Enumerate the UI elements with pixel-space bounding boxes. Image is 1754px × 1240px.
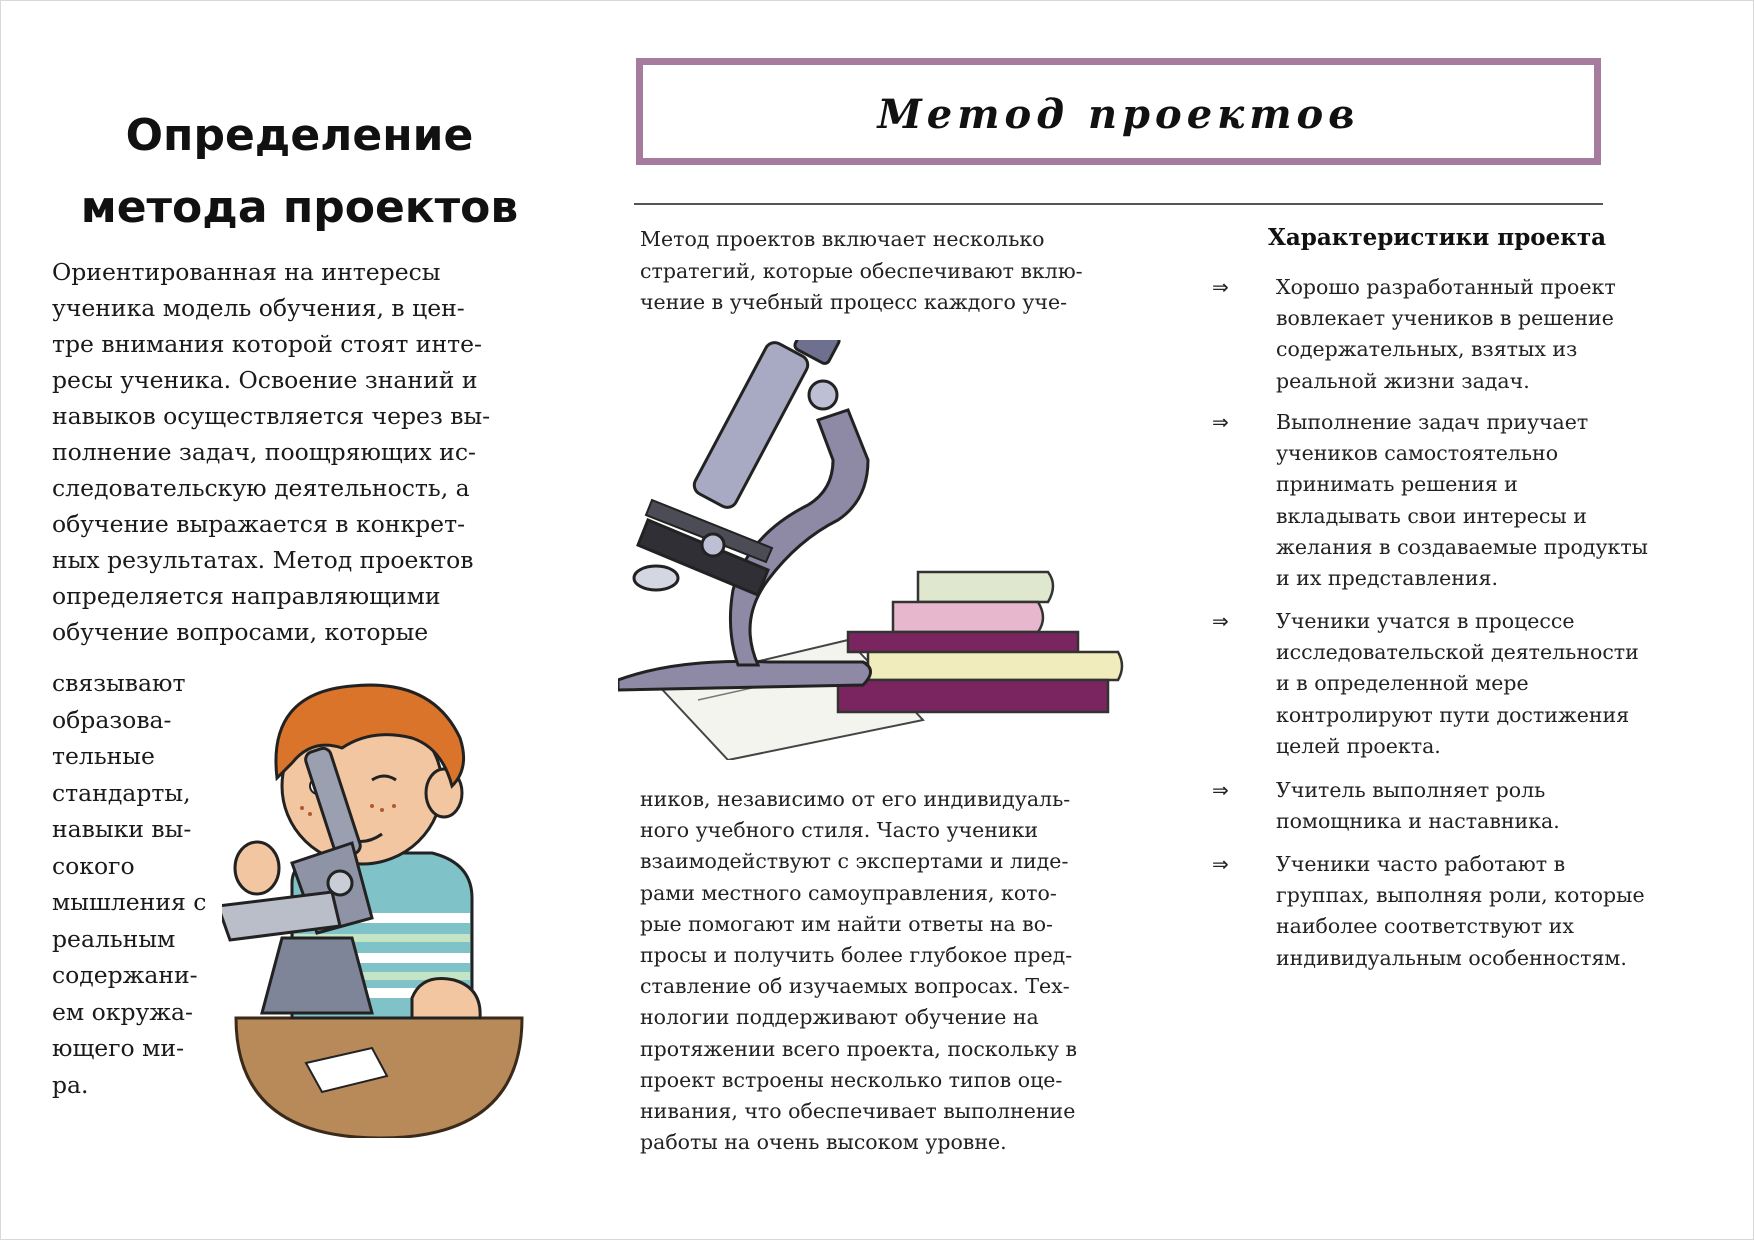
left-title-line: метода проектов [80, 182, 519, 233]
paragraph-line: ного учебного стиля. Часто ученики [640, 818, 1039, 843]
feature-text [1276, 606, 1639, 762]
paragraph-line: определяется направляющими [52, 582, 441, 610]
boy-with-microscope-illustration [222, 668, 542, 1138]
features-heading: Характеристики проекта [1268, 224, 1607, 251]
feature-line: и в определенной мере [1276, 671, 1529, 696]
paragraph-line: реальным [52, 924, 176, 953]
paragraph-line: ставление об изучаемых вопросах. Тех- [640, 974, 1070, 999]
paragraph-line: работы на очень высоком уровне. [640, 1130, 1007, 1155]
feature-text [1276, 407, 1648, 594]
paragraph-line: стратегий, которые обеспечивают вклю- [640, 258, 1083, 283]
paragraph-line: следовательскую деятельность, а [52, 474, 470, 502]
feature-line: индивидуальным особенностям. [1276, 945, 1627, 970]
paragraph-line: ресы ученика. Освоение знаний и [52, 366, 478, 394]
feature-line: контролируют пути достижения [1276, 702, 1630, 727]
paragraph-line: обучение выражается в конкрет- [52, 510, 466, 538]
feature-text [1276, 272, 1616, 397]
definition-paragraph [52, 254, 490, 650]
feature-line: помощника и наставника. [1276, 809, 1560, 834]
feature-text [1276, 775, 1560, 837]
paragraph-line: образова- [52, 705, 172, 734]
paragraph-line: обучение вопросами, которые [52, 618, 429, 646]
paragraph-line: навыки вы- [52, 815, 192, 843]
center-paragraph-start [640, 224, 1083, 319]
paragraph-line: чение в учебный процесс каждого уче- [640, 290, 1068, 314]
header-divider [634, 203, 1603, 205]
feature-line: желания в создаваемые продукты [1276, 534, 1649, 559]
paragraph-line: сокого [52, 851, 135, 880]
paragraph-line: нологии поддерживают обучение на [640, 1005, 1039, 1030]
feature-line: вовлекает учеников в решение [1276, 306, 1614, 331]
feature-line: содержательных, взятых из [1276, 337, 1578, 362]
paragraph-line: содержани- [52, 961, 198, 989]
feature-line: реальной жизни задач. [1276, 368, 1530, 393]
definition-paragraph-continued [52, 665, 206, 1103]
feature-line: целей проекта. [1276, 733, 1441, 758]
paragraph-line: Ориентированная на интересы [52, 258, 441, 286]
feature-line: группах, выполняя роли, которые [1276, 883, 1645, 908]
paragraph-line: стандарты, [52, 778, 191, 807]
paragraph-line: ра. [52, 1070, 89, 1099]
double-arrow-icon: ⇒ [1212, 275, 1229, 299]
paragraph-line: ющего ми- [52, 1034, 185, 1062]
paragraph-line: рые помогают им найти ответы на во- [640, 911, 1053, 936]
paragraph-line: Метод проектов включает несколько [640, 227, 1045, 251]
feature-line: наиболее соответствуют их [1276, 914, 1574, 939]
feature-text [1276, 849, 1645, 974]
paragraph-line: просы и получить более глубокое пред- [640, 943, 1073, 968]
title-frame [636, 58, 1601, 165]
feature-line: Ученики часто работают в [1276, 852, 1566, 876]
paragraph-line: ем окружа- [52, 997, 193, 1026]
paragraph-line: тельные [52, 742, 155, 770]
paragraph-line: мышления с [52, 888, 207, 916]
feature-line: Хорошо разработанный проект [1276, 275, 1616, 299]
paragraph-line: ных результатах. Метод проектов [52, 546, 474, 574]
paragraph-line: навыков осуществляется через вы- [52, 402, 491, 430]
paragraph-line: взаимодействуют с экспертами и лиде- [640, 849, 1069, 874]
double-arrow-icon: ⇒ [1212, 609, 1229, 633]
double-arrow-icon: ⇒ [1212, 778, 1229, 802]
left-title-line: Определение [125, 110, 474, 161]
feature-line: вкладывать свои интересы и [1276, 503, 1587, 528]
paragraph-line: протяжении всего проекта, поскольку в [640, 1036, 1078, 1061]
feature-line: и их представления. [1276, 566, 1498, 591]
paragraph-line: тре внимания которой стоят инте- [52, 330, 482, 358]
paragraph-line: ников, независимо от его индивидуаль- [640, 787, 1071, 811]
paragraph-line: проект встроены несколько типов оце- [640, 1067, 1063, 1092]
feature-line: исследовательской деятельности [1276, 640, 1639, 665]
center-paragraph-end [640, 784, 1077, 1158]
feature-line: принимать решения и [1276, 472, 1518, 497]
paragraph-line: нивания, что обеспечивает выполнение [640, 1099, 1076, 1124]
paragraph-line: полнение задач, поощряющих ис- [52, 438, 476, 466]
feature-line: Ученики учатся в процессе [1276, 609, 1575, 633]
double-arrow-icon: ⇒ [1212, 410, 1229, 434]
feature-line: Выполнение задач приучает [1276, 410, 1589, 434]
left-title [52, 100, 547, 244]
paragraph-line: ученика модель обучения, в цен- [52, 294, 465, 322]
page-title: Метод проектов [877, 91, 1360, 138]
double-arrow-icon: ⇒ [1212, 852, 1229, 876]
paragraph-line: связывают [52, 669, 186, 697]
feature-line: Учитель выполняет роль [1276, 778, 1546, 802]
microscope-and-books-illustration [618, 340, 1128, 760]
paragraph-line: рами местного самоуправления, кото- [640, 880, 1057, 905]
feature-line: учеников самостоятельно [1276, 441, 1559, 466]
